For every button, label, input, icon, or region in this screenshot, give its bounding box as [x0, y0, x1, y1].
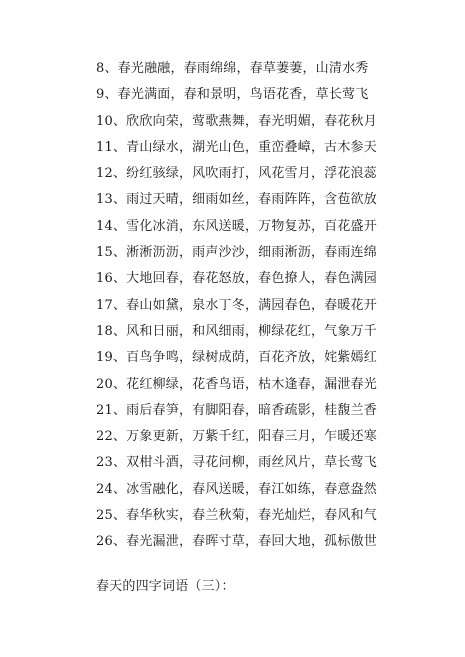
item-number: 21、 — [96, 402, 127, 418]
item-text: 春华秋实，春兰秋菊，春光灿烂，春风和气 — [126, 508, 377, 524]
item-number: 11、 — [96, 139, 127, 155]
item-number: 10、 — [96, 113, 127, 129]
item-number: 19、 — [96, 350, 127, 366]
item-number: 23、 — [96, 455, 127, 471]
list-item — [96, 161, 456, 187]
item-number: 9、 — [96, 87, 118, 103]
list-item — [96, 187, 456, 213]
item-text: 春山如黛，泉水丁冬，满园春色，春暖花开 — [126, 297, 377, 313]
item-text: 春光漏泄，春晖寸草，春回大地，孤标傲世 — [126, 534, 377, 550]
item-number: 12、 — [96, 166, 127, 182]
item-number: 14、 — [96, 218, 127, 234]
list-item — [96, 424, 456, 450]
list-item — [96, 529, 456, 555]
item-number: 25、 — [96, 508, 127, 524]
item-number: 18、 — [96, 323, 127, 339]
list-item — [96, 109, 456, 135]
item-text: 雨过天晴，细雨如丝，春雨阵阵，含苞欲放 — [126, 192, 377, 208]
list-item — [96, 293, 456, 319]
item-text: 春光融融，春雨绵绵，春草萋萋，山清水秀 — [117, 61, 369, 76]
item-text: 雨后春笋，有脚阳春，暗香疏影，桂馥兰香 — [126, 402, 377, 418]
item-text: 花红柳绿，花香鸟语，枯木逢春，漏泄春光 — [126, 376, 377, 392]
item-number: 20、 — [96, 376, 127, 392]
item-number: 17、 — [96, 297, 127, 313]
item-text: 纷红骇绿，风吹雨打，风花雪月，浮花浪蕊 — [126, 166, 377, 182]
list-item — [96, 319, 456, 345]
item-number: 13、 — [96, 192, 127, 208]
item-number: 15、 — [96, 245, 127, 261]
item-text: 双柑斗酒，寻花问柳，雨丝风片，草长莺飞 — [126, 455, 377, 471]
list-item — [96, 266, 456, 292]
item-text: 春光满面，春和景明，鸟语花香，草长莺飞 — [117, 87, 369, 103]
list-item — [96, 345, 456, 371]
item-text: 淅淅沥沥，雨声沙沙，细雨淅沥，春雨连绵 — [126, 245, 377, 261]
list-item — [96, 398, 456, 424]
item-text: 大地回春，春花怒放，春色撩人，春色满园 — [126, 271, 377, 287]
list-item — [96, 56, 456, 82]
item-text: 万象更新，万紫千红，阳春三月，乍暖还寒 — [126, 429, 377, 445]
list-item — [96, 372, 456, 398]
list-item — [96, 503, 456, 529]
list-item — [96, 450, 456, 476]
list-item — [96, 135, 456, 161]
item-text: 欣欣向荣，莺歌燕舞，春光明媚，春花秋月 — [126, 113, 377, 129]
item-number: 26、 — [96, 534, 127, 550]
item-number: 22、 — [96, 429, 127, 445]
list-item — [96, 214, 456, 240]
item-text: 百鸟争鸣，绿树成荫，百花齐放，姹紫嫣红 — [126, 350, 377, 366]
list-item — [96, 477, 456, 503]
item-number: 16、 — [96, 271, 127, 287]
list-item — [96, 240, 456, 266]
list-item — [96, 82, 456, 108]
item-text: 冰雪融化，春风送暖，春江如练，春意盎然 — [126, 481, 377, 497]
item-text: 青山绿水，湖光山色，重峦叠嶂，古木参天 — [126, 139, 377, 155]
section-heading: 春天的四字词语（三）： — [96, 579, 235, 594]
item-text: 风和日丽，和风细雨，柳绿花红，气象万千 — [126, 323, 377, 339]
item-text: 雪化冰消，东风送暖，万物复苏，百花盛开 — [126, 218, 377, 234]
idiom-list — [96, 56, 456, 556]
item-number: 8、 — [96, 61, 118, 76]
item-number: 24、 — [96, 481, 127, 497]
